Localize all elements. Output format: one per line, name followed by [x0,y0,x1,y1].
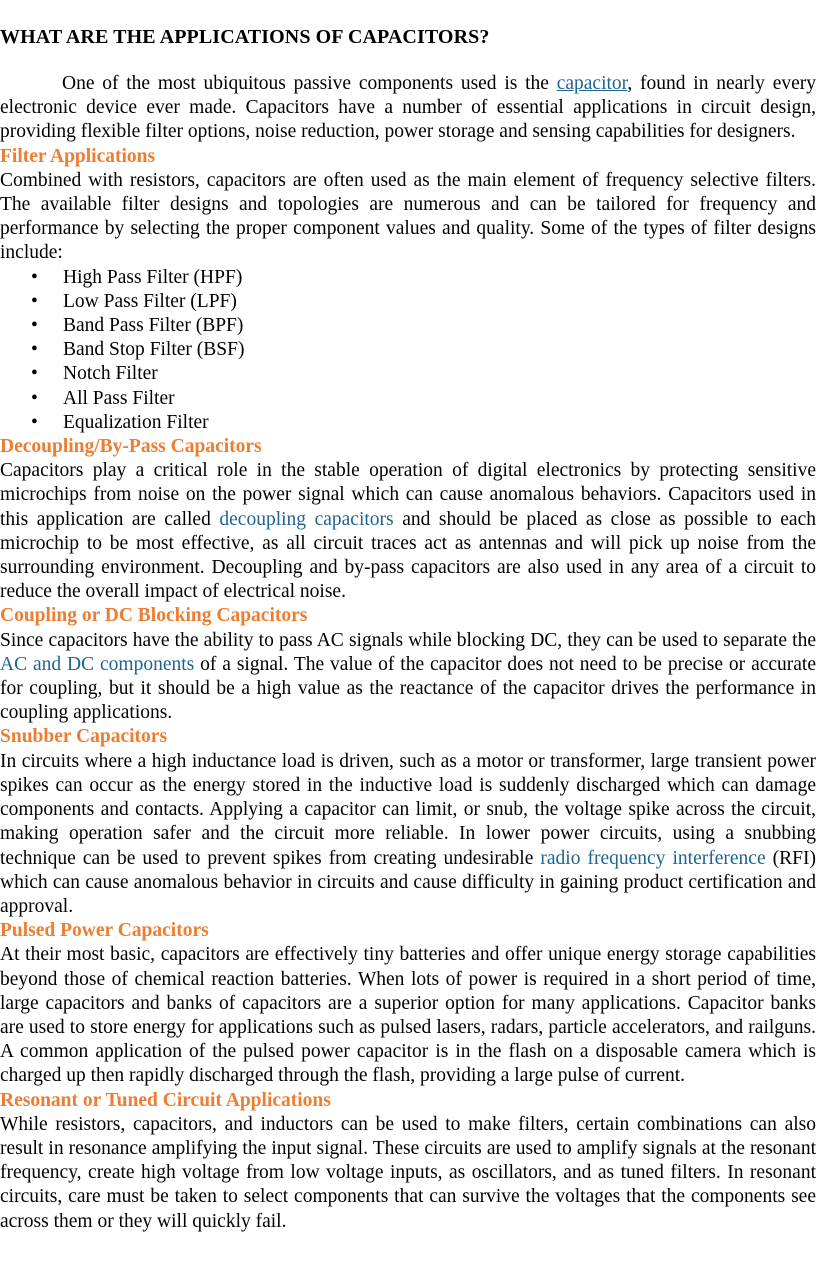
document-body [0,72,816,1234]
snubber-text-start: In circuits where a high inductance load is driven, such as a motor or transformer, large transient power spikes can occur as the energy stored in the inductive load is suddenly discharged which can damage components and contacts. Applying a capacitor can limit, or snub, the voltage spike across the circuit, making operation safer and the circuit more reliable. In lower power circuits, using a snubbing technique can be used to prevent spikes from creating undesirable [0,750,816,869]
list-item: • Band Stop Filter (BSF) [0,338,816,362]
ac-dc-components-link[interactable]: AC and DC components [0,653,195,675]
filter-heading: Filter Applications [0,145,156,167]
intro-paragraph [0,72,816,145]
list-item: • Band Pass Filter (BPF) [0,314,816,338]
snubber-heading: Snubber Capacitors [0,726,168,748]
list-item: • Low Pass Filter (LPF) [0,290,816,314]
filter-paragraph: Combined with resistors, capacitors are often used as the main element of frequency selective filters. The available filter designs and topologies are numerous and can be tailored for frequency and performance by selecting the proper component values and quality. Some of the types of filter designs include: [0,169,816,264]
list-item: • Notch Filter [0,362,816,386]
decoupling-paragraph [0,459,816,604]
coupling-text-end: of a signal. The value of the capacitor does not need to be precise or accurate for coupling, but it should be a high value as the reactance of the capacitor drives the performance in coupling applications. [0,653,816,724]
resonant-heading: Resonant or Tuned Circuit Applications [0,1089,331,1111]
intro-text-end: , found in nearly every electronic device ever made. Capacitors have a number of essential applications in circuit design, providing flexible filter options, noise reduction, power storage and sensing capabilities for designers. [0,73,816,143]
pulsed-power-heading: Pulsed Power Capacitors [0,920,209,942]
decoupling-text-end: and should be placed as close as possible to each microchip to be most effective, as all circuit traces act as antennas and will pick up noise from the surrounding environment. Decoupling and by-pass capacitors are also used in any area of a circuit to reduce the overall impact of electrical noise. [0,508,816,603]
snubber-paragraph [0,750,816,919]
snubber-text-end: (RFI) which can cause anomalous behavior in circuits and cause difficulty in gaining product certification and approval. [0,847,816,917]
page-title: WHAT ARE THE APPLICATIONS OF CAPACITORS? [0,26,490,48]
coupling-paragraph [0,629,816,726]
list-item: • Equalization Filter [0,411,816,435]
filter-types-list [0,266,816,435]
decoupling-text-start: Capacitors play a critical role in the stable operation of digital electronics by protecting sensitive microchips from noise on the power signal which can cause anomalous behaviors. Capacitors used in this application are called [0,460,816,530]
list-item: • All Pass Filter [0,387,816,411]
resonant-paragraph: While resistors, capacitors, and inductors can be used to make filters, certain combinations can also result in resonance amplifying the input signal. These circuits are used to amplify signals at the resonant frequency, create high voltage from low voltage inputs, as oscillators, and as tuned filters. In resonant circuits, care must be taken to select components that can survive the voltages that the components see across them or they will quickly fail. [0,1113,816,1232]
rfi-link[interactable]: radio frequency interference [540,847,766,869]
coupling-text-start: Since capacitors have the ability to pass AC signals while blocking DC, they can be used to separate the [0,629,816,651]
decoupling-heading: Decoupling/By-Pass Capacitors [0,436,262,458]
decoupling-capacitors-link[interactable]: decoupling capacitors [219,508,394,530]
capacitor-link[interactable]: capacitor [556,73,628,94]
intro-text-start: One of the most ubiquitous passive components used is the [62,73,557,94]
pulsed-power-paragraph: At their most basic, capacitors are effectively tiny batteries and offer unique energy storage capabilities beyond those of chemical reaction batteries. When lots of power is required in a short period of time, large capacitors and banks of capacitors are a superior option for many applications. Capacitor banks are used to store energy for applications such as pulsed lasers, radars, particle accelerators, and railguns. A common application of the pulsed power capacitor is in the flash on a disposable camera which is charged up then rapidly discharged through the flash, providing a large pulse of current. [0,944,816,1087]
coupling-heading: Coupling or DC Blocking Capacitors [0,605,308,627]
list-item: • High Pass Filter (HPF) [0,266,816,290]
